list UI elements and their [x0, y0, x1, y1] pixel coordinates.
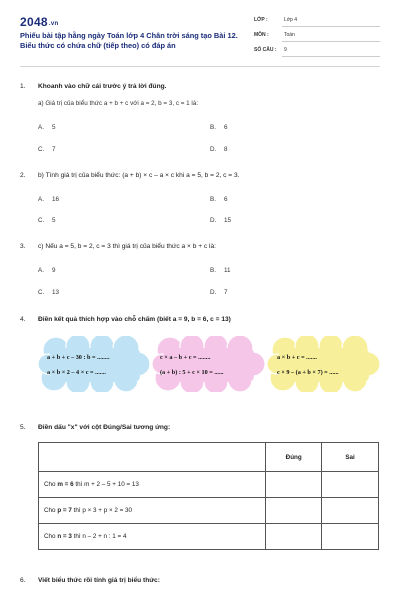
cloud-1-shape [38, 336, 150, 392]
worksheet-header [0, 0, 400, 66]
q2-option-a[interactable]: A. 16 [38, 196, 60, 203]
q2-option-c[interactable]: C. 5 [38, 217, 56, 224]
table-row [39, 498, 379, 524]
q2-option-b[interactable]: B. 6 [210, 196, 228, 203]
q1-option-a[interactable]: A. 5 [38, 124, 56, 131]
true-false-table [38, 442, 379, 550]
table-header-row [39, 443, 379, 472]
q3-option-a[interactable]: A. 9 [38, 267, 56, 274]
row-2-false-cell[interactable] [322, 498, 379, 524]
row-1-statement: Cho m = 6 thì m + 2 – 5 + 10 = 13 [39, 472, 266, 498]
cloud-1-line-1: a + b + c – 30 : b = ........ [47, 354, 110, 361]
meta-subject: MÔN : Toán [254, 32, 380, 43]
table-header-false: Sai [322, 443, 379, 472]
q3-option-b[interactable]: B. 11 [210, 267, 231, 274]
q3-option-d[interactable]: D. 7 [210, 289, 228, 296]
table-row [39, 524, 379, 550]
cloud-3-shape [267, 336, 380, 392]
row-2-statement: Cho p = 7 thì p × 3 + p × 2 = 30 [39, 498, 266, 524]
cloud-3 [267, 336, 380, 392]
cloud-1-line-2: a × b × 2 – 4 × c = ....... [47, 369, 106, 376]
table-row [39, 472, 379, 498]
cloud-2-shape [152, 336, 265, 392]
row-3-statement: Cho n = 3 thì n – 2 + n : 1 = 4 [39, 524, 266, 550]
cloud-2 [152, 336, 265, 392]
q1-option-d[interactable]: D. 8 [210, 146, 228, 153]
row-1-true-cell[interactable] [266, 472, 322, 498]
header-divider [20, 66, 380, 67]
q1-option-b[interactable]: B. 6 [210, 124, 228, 131]
cloud-3-line-1: a × b + c = ....... [277, 354, 317, 361]
site-logo[interactable]: 2048.vn [20, 15, 59, 29]
meta-count: SỐ CÂU : 9 [254, 47, 380, 58]
meta-class: LỚP : Lớp 4 [254, 17, 380, 28]
cloud-1 [38, 336, 150, 392]
q2-option-d[interactable]: D. 15 [210, 217, 232, 224]
q3-option-c[interactable]: C. 13 [38, 289, 60, 296]
table-header-statement [39, 443, 266, 472]
cloud-3-line-2: c × 9 – (a + b × 7) = ...... [277, 369, 339, 376]
row-1-false-cell[interactable] [322, 472, 379, 498]
question-1-sub: a) Giá trị của biểu thức a + b + c với a = 2, b = 3, c = 1 là: [38, 100, 199, 107]
cloud-2-line-2: (a + b) : 5 + c × 10 = ...... [160, 369, 224, 376]
row-2-true-cell[interactable] [266, 498, 322, 524]
q1-option-c[interactable]: C. 7 [38, 146, 56, 153]
row-3-true-cell[interactable] [266, 524, 322, 550]
worksheet-title: Phiếu bài tập hằng ngày Toán lớp 4 Chân trời sáng tạo Bài 12. Biểu thức có chứa chữ (tiếp theo) có đáp án [20, 31, 238, 50]
cloud-2-line-1: c × a – b + c = ........ [160, 354, 211, 361]
table-header-true: Đúng [266, 443, 322, 472]
row-3-false-cell[interactable] [322, 524, 379, 550]
